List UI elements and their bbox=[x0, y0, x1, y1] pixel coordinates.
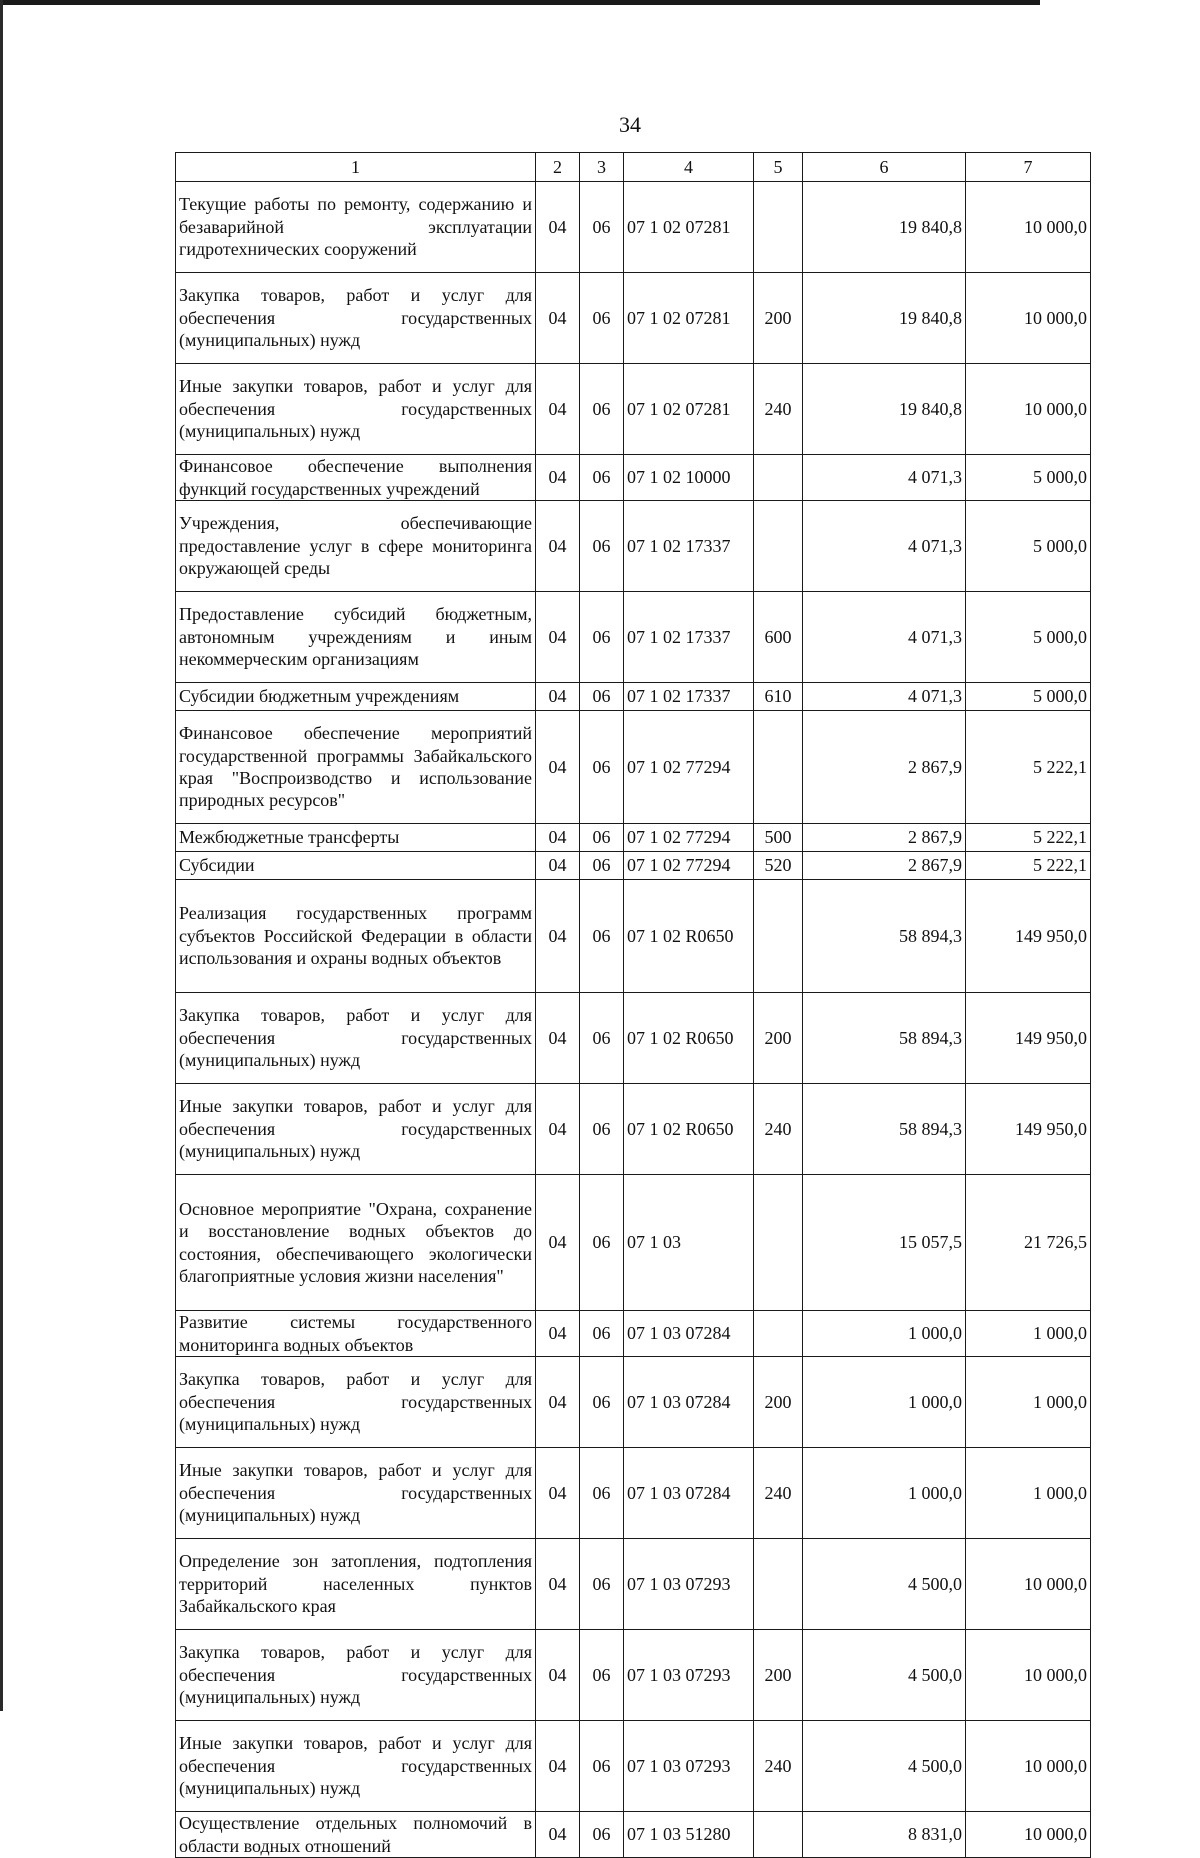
row-expense-type: 200 bbox=[754, 273, 803, 364]
row-amount-col6: 4 500,0 bbox=[803, 1630, 966, 1721]
row-name: Закупка товаров, работ и услуг для обеспечения государственных (муниципальных) нужд bbox=[176, 1630, 536, 1721]
row-target-code: 07 1 02 10000 bbox=[624, 455, 754, 501]
row-name: Иные закупки товаров, работ и услуг для обеспечения государственных (муниципальных) нужд bbox=[176, 1448, 536, 1539]
row-expense-type bbox=[754, 1175, 803, 1311]
row-amount-col6: 58 894,3 bbox=[803, 993, 966, 1084]
row-expense-type: 200 bbox=[754, 1630, 803, 1721]
row-subsection: 06 bbox=[580, 1357, 624, 1448]
row-target-code: 07 1 02 07281 bbox=[624, 182, 754, 273]
row-name: Иные закупки товаров, работ и услуг для обеспечения государственных (муниципальных) нужд bbox=[176, 1084, 536, 1175]
table-row bbox=[176, 1357, 1091, 1448]
table-row bbox=[176, 1630, 1091, 1721]
row-subsection: 06 bbox=[580, 824, 624, 852]
row-name: Закупка товаров, работ и услуг для обеспечения государственных (муниципальных) нужд bbox=[176, 1357, 536, 1448]
row-name: Развитие системы государственного мониторинга водных объектов bbox=[176, 1311, 536, 1357]
row-amount-col6: 1 000,0 bbox=[803, 1448, 966, 1539]
table-row bbox=[176, 1084, 1091, 1175]
row-section: 04 bbox=[536, 364, 580, 455]
row-expense-type bbox=[754, 1539, 803, 1630]
row-expense-type bbox=[754, 455, 803, 501]
row-amount-col7: 5 222,1 bbox=[966, 824, 1091, 852]
table-row bbox=[176, 993, 1091, 1084]
row-target-code: 07 1 02 07281 bbox=[624, 273, 754, 364]
row-subsection: 06 bbox=[580, 1084, 624, 1175]
table-row bbox=[176, 852, 1091, 880]
column-header: 3 bbox=[580, 153, 624, 182]
page-number: 34 bbox=[619, 112, 641, 137]
table-row bbox=[176, 1448, 1091, 1539]
row-expense-type: 200 bbox=[754, 1357, 803, 1448]
row-section: 04 bbox=[536, 182, 580, 273]
table-row bbox=[176, 364, 1091, 455]
row-amount-col7: 10 000,0 bbox=[966, 1812, 1091, 1858]
row-amount-col6: 4 071,3 bbox=[803, 455, 966, 501]
row-amount-col7: 5 222,1 bbox=[966, 852, 1091, 880]
row-amount-col7: 10 000,0 bbox=[966, 182, 1091, 273]
row-subsection: 06 bbox=[580, 1721, 624, 1812]
row-subsection: 06 bbox=[580, 683, 624, 711]
budget-table bbox=[175, 152, 1091, 1858]
row-section: 04 bbox=[536, 1812, 580, 1858]
row-expense-type bbox=[754, 1311, 803, 1357]
row-name: Основное мероприятие "Охрана, сохранение и восстановление водных объектов до состояния, обеспечивающего экологически благоприятные условия жизни населения" bbox=[176, 1175, 536, 1311]
table-row bbox=[176, 182, 1091, 273]
table-row bbox=[176, 592, 1091, 683]
row-section: 04 bbox=[536, 273, 580, 364]
table-row bbox=[176, 1721, 1091, 1812]
row-target-code: 07 1 02 77294 bbox=[624, 824, 754, 852]
row-subsection: 06 bbox=[580, 455, 624, 501]
row-target-code: 07 1 03 07293 bbox=[624, 1721, 754, 1812]
row-amount-col7: 1 000,0 bbox=[966, 1448, 1091, 1539]
row-section: 04 bbox=[536, 455, 580, 501]
row-subsection: 06 bbox=[580, 1448, 624, 1539]
row-name: Финансовое обеспечение мероприятий государственной программы Забайкальского края "Воспроизводство и использование природных ресурсов" bbox=[176, 711, 536, 824]
row-section: 04 bbox=[536, 1357, 580, 1448]
row-target-code: 07 1 03 07284 bbox=[624, 1448, 754, 1539]
table-header-row bbox=[176, 153, 1091, 182]
row-amount-col7: 5 000,0 bbox=[966, 683, 1091, 711]
table-row bbox=[176, 683, 1091, 711]
row-expense-type bbox=[754, 182, 803, 273]
row-amount-col6: 19 840,8 bbox=[803, 273, 966, 364]
row-amount-col7: 10 000,0 bbox=[966, 273, 1091, 364]
row-name: Предоставление субсидий бюджетным, автономным учреждениям и иным некоммерческим организациям bbox=[176, 592, 536, 683]
table-row bbox=[176, 1311, 1091, 1357]
row-section: 04 bbox=[536, 1175, 580, 1311]
row-amount-col6: 2 867,9 bbox=[803, 711, 966, 824]
row-section: 04 bbox=[536, 1539, 580, 1630]
table-row bbox=[176, 501, 1091, 592]
row-amount-col6: 2 867,9 bbox=[803, 852, 966, 880]
row-amount-col7: 5 000,0 bbox=[966, 501, 1091, 592]
row-section: 04 bbox=[536, 592, 580, 683]
row-subsection: 06 bbox=[580, 1175, 624, 1311]
row-target-code: 07 1 02 R0650 bbox=[624, 1084, 754, 1175]
row-target-code: 07 1 02 17337 bbox=[624, 592, 754, 683]
row-expense-type: 240 bbox=[754, 1721, 803, 1812]
row-subsection: 06 bbox=[580, 1311, 624, 1357]
row-amount-col7: 149 950,0 bbox=[966, 880, 1091, 993]
column-header: 5 bbox=[754, 153, 803, 182]
row-amount-col7: 1 000,0 bbox=[966, 1311, 1091, 1357]
row-subsection: 06 bbox=[580, 852, 624, 880]
row-expense-type: 240 bbox=[754, 1448, 803, 1539]
row-expense-type: 520 bbox=[754, 852, 803, 880]
row-amount-col6: 58 894,3 bbox=[803, 1084, 966, 1175]
row-section: 04 bbox=[536, 824, 580, 852]
row-amount-col7: 149 950,0 bbox=[966, 1084, 1091, 1175]
row-name: Осуществление отдельных полномочий в области водных отношений bbox=[176, 1812, 536, 1858]
row-section: 04 bbox=[536, 852, 580, 880]
row-subsection: 06 bbox=[580, 993, 624, 1084]
table-row bbox=[176, 711, 1091, 824]
scan-edge-left bbox=[0, 0, 3, 1711]
row-section: 04 bbox=[536, 683, 580, 711]
row-target-code: 07 1 02 77294 bbox=[624, 852, 754, 880]
row-amount-col6: 58 894,3 bbox=[803, 880, 966, 993]
row-name: Финансовое обеспечение выполнения функций государственных учреждений bbox=[176, 455, 536, 501]
row-name: Иные закупки товаров, работ и услуг для обеспечения государственных (муниципальных) нужд bbox=[176, 364, 536, 455]
row-expense-type: 240 bbox=[754, 1084, 803, 1175]
row-expense-type: 610 bbox=[754, 683, 803, 711]
row-subsection: 06 bbox=[580, 182, 624, 273]
row-name: Субсидии bbox=[176, 852, 536, 880]
row-amount-col6: 4 071,3 bbox=[803, 592, 966, 683]
row-target-code: 07 1 03 51280 bbox=[624, 1812, 754, 1858]
row-amount-col7: 5 000,0 bbox=[966, 455, 1091, 501]
row-section: 04 bbox=[536, 1084, 580, 1175]
row-section: 04 bbox=[536, 711, 580, 824]
row-section: 04 bbox=[536, 1311, 580, 1357]
row-name: Текущие работы по ремонту, содержанию и безаварийной эксплуатации гидротехнических сооружений bbox=[176, 182, 536, 273]
row-amount-col7: 10 000,0 bbox=[966, 1539, 1091, 1630]
row-expense-type: 200 bbox=[754, 993, 803, 1084]
row-name: Закупка товаров, работ и услуг для обеспечения государственных (муниципальных) нужд bbox=[176, 273, 536, 364]
row-amount-col6: 2 867,9 bbox=[803, 824, 966, 852]
row-name: Межбюджетные трансферты bbox=[176, 824, 536, 852]
row-amount-col6: 19 840,8 bbox=[803, 182, 966, 273]
row-expense-type bbox=[754, 501, 803, 592]
row-target-code: 07 1 03 bbox=[624, 1175, 754, 1311]
row-section: 04 bbox=[536, 1630, 580, 1721]
row-amount-col7: 10 000,0 bbox=[966, 1630, 1091, 1721]
table-row bbox=[176, 455, 1091, 501]
row-target-code: 07 1 03 07293 bbox=[624, 1630, 754, 1721]
row-amount-col6: 4 500,0 bbox=[803, 1539, 966, 1630]
table-row bbox=[176, 1539, 1091, 1630]
row-amount-col6: 15 057,5 bbox=[803, 1175, 966, 1311]
row-subsection: 06 bbox=[580, 592, 624, 683]
row-section: 04 bbox=[536, 993, 580, 1084]
row-expense-type: 240 bbox=[754, 364, 803, 455]
row-subsection: 06 bbox=[580, 364, 624, 455]
row-subsection: 06 bbox=[580, 1630, 624, 1721]
table-row bbox=[176, 273, 1091, 364]
row-amount-col7: 5 222,1 bbox=[966, 711, 1091, 824]
row-target-code: 07 1 03 07284 bbox=[624, 1357, 754, 1448]
row-target-code: 07 1 02 77294 bbox=[624, 711, 754, 824]
table-row bbox=[176, 1812, 1091, 1858]
row-name: Субсидии бюджетным учреждениям bbox=[176, 683, 536, 711]
column-header: 4 bbox=[624, 153, 754, 182]
row-amount-col6: 19 840,8 bbox=[803, 364, 966, 455]
row-name: Определение зон затопления, подтопления территорий населенных пунктов Забайкальского края bbox=[176, 1539, 536, 1630]
row-target-code: 07 1 02 17337 bbox=[624, 683, 754, 711]
row-expense-type bbox=[754, 880, 803, 993]
row-amount-col7: 21 726,5 bbox=[966, 1175, 1091, 1311]
table-row bbox=[176, 880, 1091, 993]
row-name: Учреждения, обеспечивающие предоставление услуг в сфере мониторинга окружающей среды bbox=[176, 501, 536, 592]
row-subsection: 06 bbox=[580, 711, 624, 824]
row-amount-col6: 8 831,0 bbox=[803, 1812, 966, 1858]
column-header: 6 bbox=[803, 153, 966, 182]
row-target-code: 07 1 02 R0650 bbox=[624, 880, 754, 993]
row-section: 04 bbox=[536, 501, 580, 592]
row-target-code: 07 1 02 07281 bbox=[624, 364, 754, 455]
row-amount-col6: 4 071,3 bbox=[803, 683, 966, 711]
row-name: Реализация государственных программ субъектов Российской Федерации в области использования и охраны водных объектов bbox=[176, 880, 536, 993]
row-target-code: 07 1 02 17337 bbox=[624, 501, 754, 592]
row-subsection: 06 bbox=[580, 1539, 624, 1630]
row-amount-col7: 10 000,0 bbox=[966, 1721, 1091, 1812]
row-section: 04 bbox=[536, 1721, 580, 1812]
row-amount-col7: 1 000,0 bbox=[966, 1357, 1091, 1448]
row-amount-col6: 1 000,0 bbox=[803, 1357, 966, 1448]
row-expense-type: 600 bbox=[754, 592, 803, 683]
row-target-code: 07 1 03 07284 bbox=[624, 1311, 754, 1357]
column-header: 7 bbox=[966, 153, 1091, 182]
column-header: 1 bbox=[176, 153, 536, 182]
row-expense-type bbox=[754, 711, 803, 824]
scan-edge-top bbox=[0, 0, 1040, 5]
row-amount-col7: 10 000,0 bbox=[966, 364, 1091, 455]
row-section: 04 bbox=[536, 880, 580, 993]
row-name: Иные закупки товаров, работ и услуг для обеспечения государственных (муниципальных) нужд bbox=[176, 1721, 536, 1812]
row-expense-type: 500 bbox=[754, 824, 803, 852]
row-target-code: 07 1 02 R0650 bbox=[624, 993, 754, 1084]
row-section: 04 bbox=[536, 1448, 580, 1539]
row-amount-col6: 1 000,0 bbox=[803, 1311, 966, 1357]
row-name: Закупка товаров, работ и услуг для обеспечения государственных (муниципальных) нужд bbox=[176, 993, 536, 1084]
row-subsection: 06 bbox=[580, 880, 624, 993]
row-target-code: 07 1 03 07293 bbox=[624, 1539, 754, 1630]
row-amount-col7: 5 000,0 bbox=[966, 592, 1091, 683]
row-expense-type bbox=[754, 1812, 803, 1858]
row-subsection: 06 bbox=[580, 273, 624, 364]
row-subsection: 06 bbox=[580, 1812, 624, 1858]
column-header: 2 bbox=[536, 153, 580, 182]
row-amount-col6: 4 500,0 bbox=[803, 1721, 966, 1812]
table-row bbox=[176, 824, 1091, 852]
row-amount-col6: 4 071,3 bbox=[803, 501, 966, 592]
row-subsection: 06 bbox=[580, 501, 624, 592]
row-amount-col7: 149 950,0 bbox=[966, 993, 1091, 1084]
table-row bbox=[176, 1175, 1091, 1311]
